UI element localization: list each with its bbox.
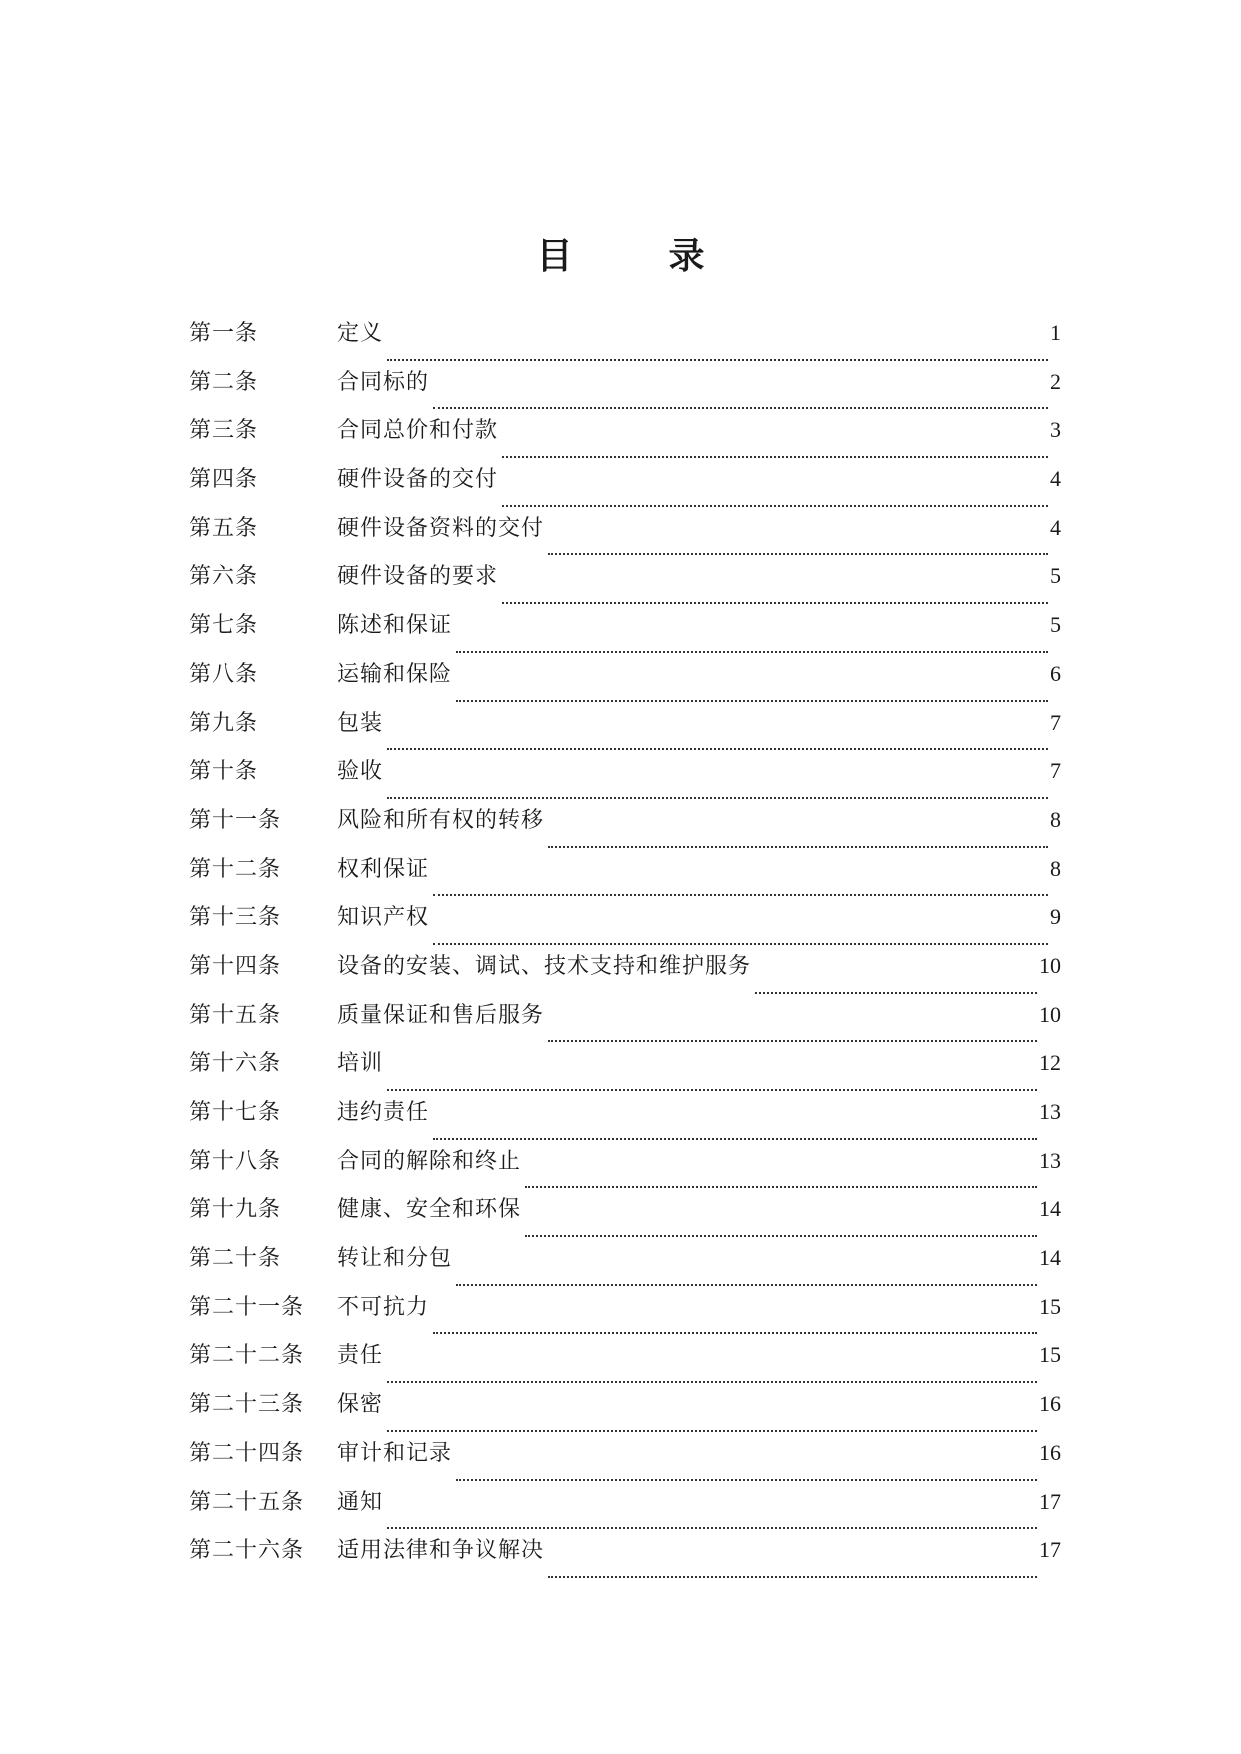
dot-leader	[548, 553, 1048, 555]
toc-entry-page: 17	[1039, 1488, 1061, 1514]
toc-entry[interactable]	[189, 1292, 1061, 1341]
dot-leader	[755, 992, 1037, 994]
toc-entry-number: 第七条	[189, 613, 259, 639]
toc-entry-title: 硬件设备的要求	[337, 564, 499, 590]
toc-entry-page: 8	[1050, 855, 1061, 881]
dot-leader	[387, 359, 1048, 361]
dot-leader	[502, 456, 1048, 458]
dot-leader	[387, 797, 1048, 799]
toc-entry-page: 5	[1050, 612, 1061, 638]
toc-entry[interactable]	[189, 659, 1061, 708]
toc-entry[interactable]	[189, 756, 1061, 805]
toc-entry-number: 第二十条	[189, 1246, 282, 1272]
toc-entry-number: 第一条	[189, 321, 259, 346]
toc-entry-title: 硬件设备资料的交付	[337, 515, 545, 541]
toc-entry-title: 权利保证	[337, 856, 430, 882]
toc-entry-title: 包装	[337, 710, 384, 736]
toc-entry-title: 适用法律和争议解决	[337, 1538, 545, 1564]
toc-entry-number: 第二十一条	[189, 1294, 305, 1320]
toc-entry-page: 5	[1050, 563, 1061, 589]
toc-entry-number: 第二条	[189, 369, 259, 395]
dot-leader	[502, 602, 1048, 604]
toc-entry-page: 16	[1039, 1391, 1061, 1417]
toc-entry-page: 8	[1050, 806, 1061, 832]
toc-entry-page: 2	[1050, 368, 1061, 394]
toc-entry-title: 合同的解除和终止	[337, 1148, 522, 1174]
toc-entry-number: 第十条	[189, 759, 259, 785]
toc-entry[interactable]	[189, 1000, 1061, 1049]
toc-entry-page: 7	[1050, 758, 1061, 784]
dot-leader	[525, 1186, 1037, 1188]
toc-entry-title: 验收	[337, 759, 384, 785]
toc-entry-page: 6	[1050, 660, 1061, 686]
toc-entry[interactable]	[189, 902, 1061, 951]
toc-entry-title: 合同标的	[337, 369, 430, 395]
toc-entry[interactable]	[189, 1438, 1061, 1487]
toc-entry-title: 陈述和保证	[337, 613, 453, 639]
toc-entry[interactable]	[189, 415, 1061, 464]
toc-entry[interactable]	[189, 708, 1061, 757]
toc-entry-title: 审计和记录	[337, 1440, 453, 1466]
toc-entry-title: 责任	[337, 1343, 384, 1369]
dot-leader	[387, 748, 1048, 750]
toc-entry-title: 硬件设备的交付	[337, 467, 499, 493]
dot-leader	[387, 1381, 1037, 1383]
toc-entry[interactable]	[189, 464, 1061, 513]
toc-entry-number: 第二十四条	[189, 1440, 305, 1466]
toc-entry-number: 第十一条	[189, 807, 282, 833]
toc-entry-number: 第四条	[189, 467, 259, 493]
toc-entry-title: 设备的安装、调试、技术支持和维护服务	[337, 953, 752, 979]
toc-entry-number: 第六条	[189, 564, 259, 590]
toc-entry-title: 定义	[337, 321, 384, 346]
toc-entry-page: 4	[1050, 466, 1061, 492]
toc-entry-title: 通知	[337, 1489, 384, 1515]
toc-entry-page: 10	[1039, 1001, 1061, 1027]
dot-leader	[433, 407, 1048, 409]
toc-entry[interactable]	[189, 513, 1061, 562]
toc-entry[interactable]	[189, 1097, 1061, 1146]
dot-leader	[456, 1284, 1037, 1286]
toc-entry-number: 第十三条	[189, 905, 282, 931]
toc-entry-title: 保密	[337, 1392, 384, 1418]
toc-entry-title: 质量保证和售后服务	[337, 1002, 545, 1028]
dot-leader	[387, 1430, 1037, 1432]
toc-entry[interactable]	[189, 318, 1061, 367]
toc-entry-title: 风险和所有权的转移	[337, 807, 545, 833]
toc-entry-number: 第二十二条	[189, 1343, 305, 1369]
toc-entry[interactable]	[189, 1243, 1061, 1292]
dot-leader	[525, 1235, 1037, 1237]
toc-entry[interactable]	[189, 1194, 1061, 1243]
toc-entry[interactable]	[189, 610, 1061, 659]
toc-entry-number: 第三条	[189, 418, 259, 444]
toc-entry-page: 9	[1050, 904, 1061, 930]
toc-entry-page: 15	[1039, 1293, 1061, 1319]
toc-entry-title: 知识产权	[337, 905, 430, 931]
dot-leader	[548, 846, 1048, 848]
dot-leader	[456, 651, 1048, 653]
toc-entry[interactable]	[189, 1146, 1061, 1195]
toc-entry[interactable]	[189, 805, 1061, 854]
dot-leader	[456, 700, 1048, 702]
toc-entry-title: 培训	[337, 1051, 384, 1077]
toc-entry-number: 第十七条	[189, 1100, 282, 1125]
toc-entry-number: 第二十六条	[189, 1538, 305, 1564]
toc-entry[interactable]	[189, 1535, 1061, 1584]
dot-leader	[433, 943, 1048, 945]
toc-entry[interactable]	[189, 1389, 1061, 1438]
dot-leader	[548, 1576, 1037, 1578]
toc-entry-page: 15	[1039, 1342, 1061, 1368]
table-of-contents	[189, 318, 1061, 1584]
toc-entry-page: 4	[1050, 514, 1061, 540]
toc-entry-page: 14	[1039, 1196, 1061, 1222]
toc-entry[interactable]	[189, 1487, 1061, 1536]
toc-entry-page: 16	[1039, 1439, 1061, 1465]
dot-leader	[548, 1040, 1037, 1042]
toc-entry-title: 运输和保险	[337, 661, 453, 687]
toc-entry-number: 第二十五条	[189, 1489, 305, 1515]
toc-entry[interactable]	[189, 951, 1061, 1000]
toc-entry-page: 3	[1050, 417, 1061, 443]
dot-leader	[456, 1479, 1037, 1481]
toc-entry-number: 第十四条	[189, 953, 282, 979]
toc-entry-number: 第十六条	[189, 1051, 282, 1077]
toc-entry-title: 不可抗力	[337, 1294, 430, 1320]
toc-entry-title: 健康、安全和环保	[337, 1197, 522, 1223]
dot-leader	[387, 1089, 1037, 1091]
toc-entry[interactable]	[189, 854, 1061, 903]
toc-entry-number: 第十八条	[189, 1148, 282, 1174]
dot-leader	[433, 1138, 1037, 1140]
toc-entry-number: 第八条	[189, 661, 259, 687]
toc-entry-number: 第十九条	[189, 1197, 282, 1223]
toc-entry-title: 转让和分包	[337, 1246, 453, 1272]
page-title: 目 录	[536, 235, 735, 278]
toc-entry-number: 第十五条	[189, 1002, 282, 1028]
toc-entry-number: 第五条	[189, 515, 259, 541]
dot-leader	[502, 505, 1048, 507]
toc-entry-page: 7	[1050, 709, 1061, 735]
toc-entry-title: 合同总价和付款	[337, 418, 499, 444]
toc-entry[interactable]	[189, 1340, 1061, 1389]
toc-entry[interactable]	[189, 367, 1061, 416]
toc-entry-page: 14	[1039, 1245, 1061, 1271]
toc-entry-number: 第九条	[189, 710, 259, 736]
toc-entry[interactable]	[189, 1048, 1061, 1097]
toc-entry-page: 10	[1039, 952, 1061, 978]
toc-entry-page: 12	[1039, 1050, 1061, 1076]
toc-entry[interactable]	[189, 561, 1061, 610]
toc-entry-page: 1	[1050, 320, 1061, 345]
toc-entry-page: 13	[1039, 1099, 1061, 1124]
dot-leader	[433, 894, 1048, 896]
dot-leader	[387, 1527, 1037, 1529]
toc-entry-page: 13	[1039, 1147, 1061, 1173]
toc-entry-number: 第二十三条	[189, 1392, 305, 1418]
dot-leader	[433, 1332, 1037, 1334]
toc-entry-page: 17	[1039, 1537, 1061, 1563]
toc-entry-title: 违约责任	[337, 1100, 430, 1125]
toc-entry-number: 第十二条	[189, 856, 282, 882]
